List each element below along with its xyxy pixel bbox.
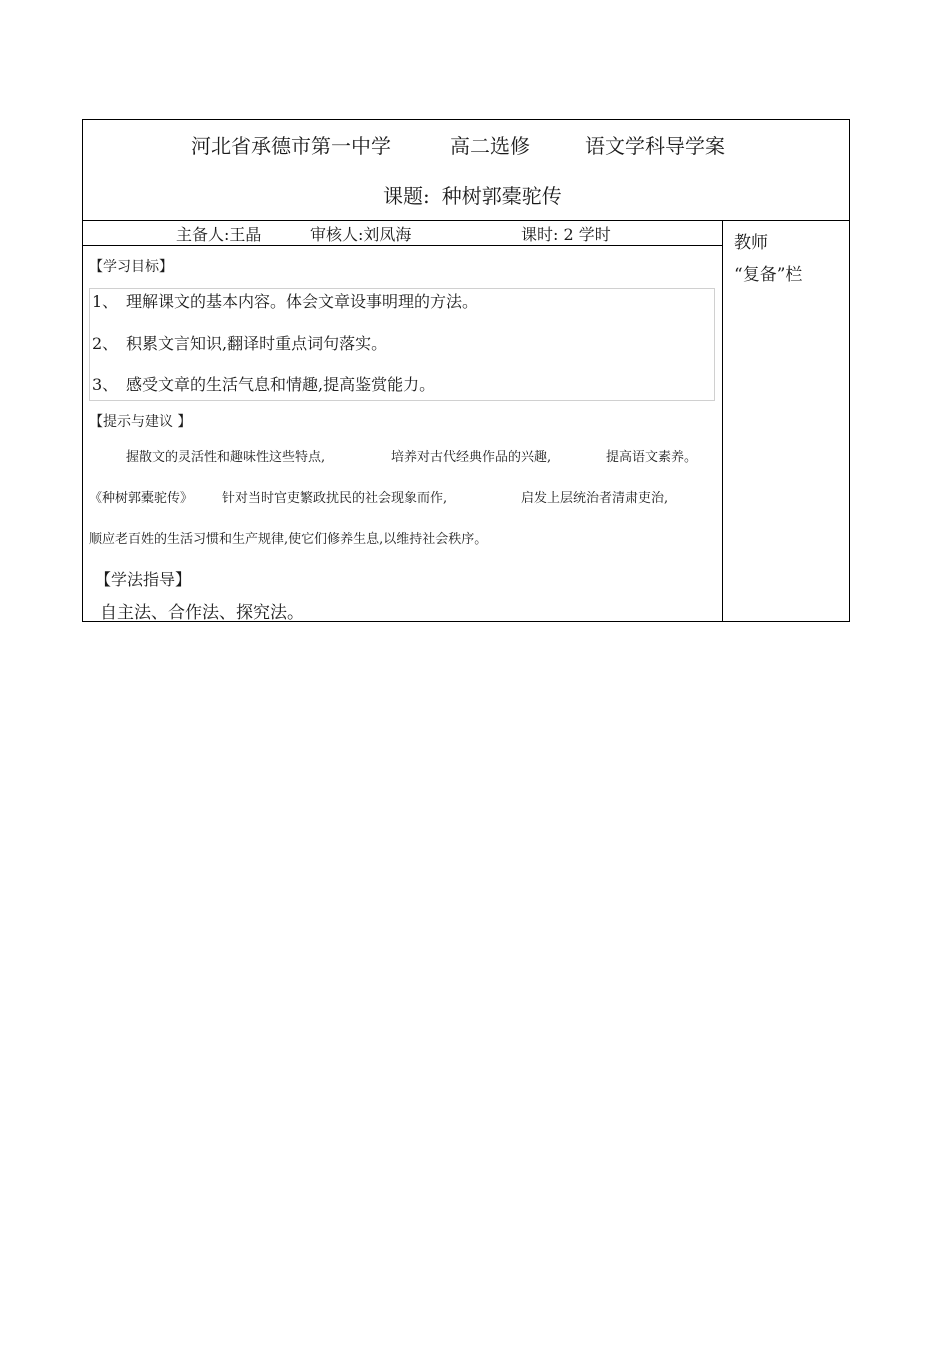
teacher-label: 教师	[734, 233, 768, 253]
goal-number: 1、	[92, 292, 119, 311]
goals-box	[89, 288, 715, 401]
method-text: 自主法、合作法、探究法。	[100, 603, 304, 623]
hint-line	[83, 487, 722, 507]
review-notes-label: “复备”栏	[734, 265, 803, 285]
method-heading: 【学法指导】	[95, 570, 192, 589]
topic-row	[383, 180, 562, 209]
goals-heading: 【学习目标】	[89, 259, 173, 275]
class-hours-info: 课时: 2 学时	[521, 225, 611, 244]
school-name: 河北省承德市第一中学	[191, 134, 391, 158]
hint-text: 培养对古代经典作品的兴趣,	[391, 450, 552, 465]
goal-number: 2、	[92, 334, 119, 353]
title-row	[83, 130, 849, 160]
hint-text: 握散文的灵活性和趣味性这些特点,	[126, 450, 326, 465]
staff-info-row	[83, 220, 722, 246]
lesson-plan-table	[82, 119, 850, 622]
hints-heading: 【提示与建议 】	[89, 414, 192, 430]
hint-text: 顺应老百姓的生活习惯和生产规律,使它们修养生息,以维持社会秩序。	[89, 532, 488, 547]
goal-text: 理解课文的基本内容。体会文章设事明理的方法。	[126, 292, 479, 311]
reviewer-info: 审核人:刘凤海	[310, 225, 412, 244]
hint-text: 提高语文素养。	[606, 450, 698, 465]
goal-text: 感受文章的生活气息和情趣,提高鉴赏能力。	[126, 375, 436, 394]
hint-text: 针对当时官吏繁政扰民的社会现象而作,	[222, 491, 448, 506]
table-header	[83, 120, 849, 221]
teacher-notes-column	[723, 220, 849, 621]
hint-text: 《种树郭橐驼传》	[89, 491, 194, 506]
goal-number: 3、	[92, 375, 119, 394]
topic-title: 种树郭橐驼传	[441, 184, 562, 208]
topic-label: 课题:	[383, 184, 430, 208]
hint-line	[83, 446, 722, 466]
main-content-column	[83, 220, 723, 621]
subject-name: 语文学科导学案	[585, 134, 725, 158]
course-name: 高二选修	[450, 134, 530, 158]
preparer-info: 主备人:王晶	[176, 225, 262, 244]
hint-text: 启发上层统治者清肃吏治,	[521, 491, 669, 506]
goal-text: 积累文言知识,翻译时重点词句落实。	[126, 334, 388, 353]
